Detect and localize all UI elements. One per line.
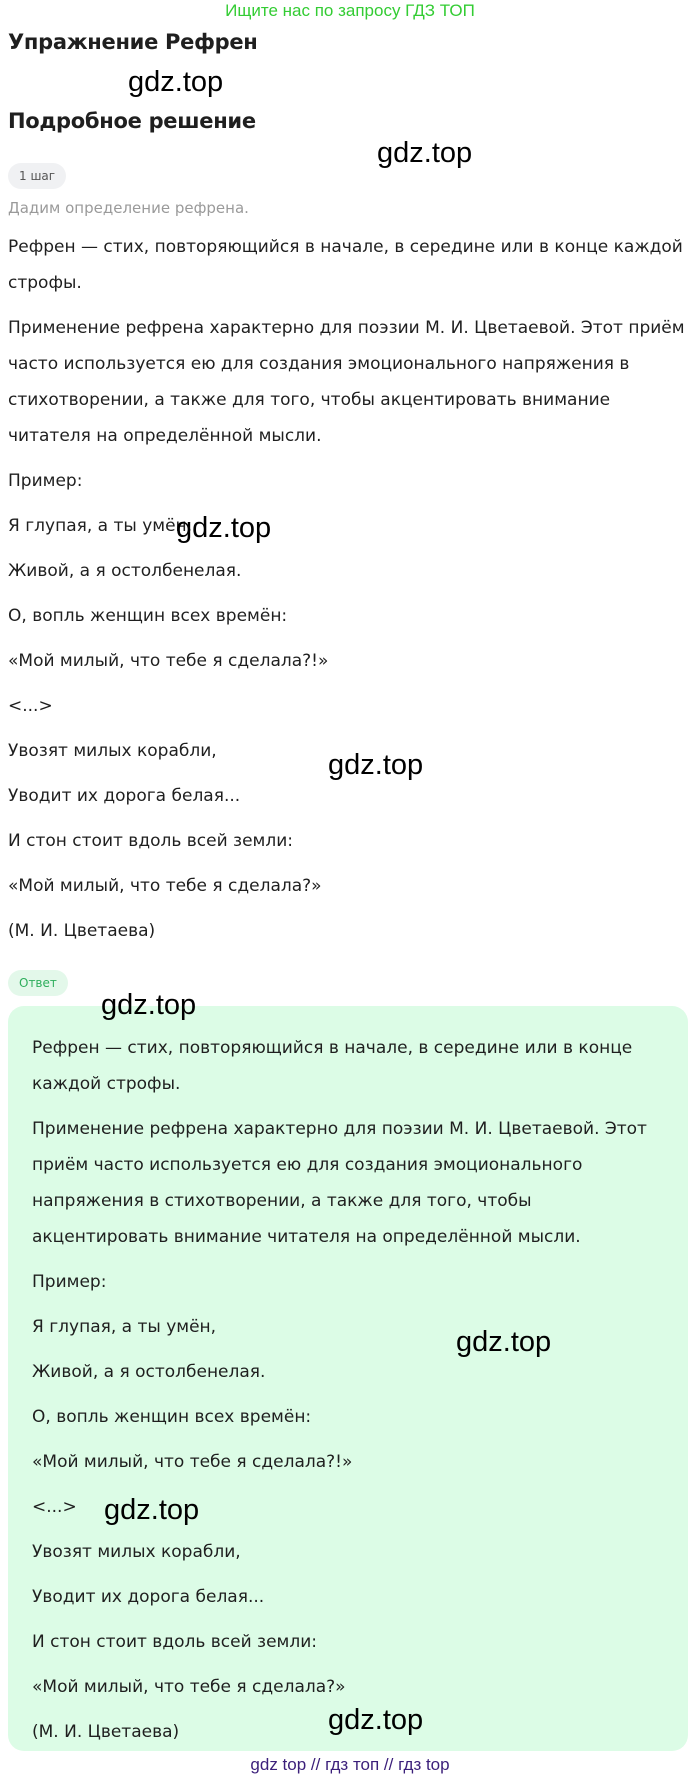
answer-paragraph: Применение рефрена характерно для поэзии М. И. Цветаевой. Этот приём часто используется ею для создания эмоционального напряжения в стихотворении, а также для того, чтобы акцентировать внимание читателя на определённой мысли.: [32, 1119, 647, 1247]
answer-poem-line: Живой, а я остолбенелая.: [32, 1362, 266, 1382]
answer-poem-line: <...>: [32, 1497, 77, 1517]
answer-badge: Ответ: [8, 970, 68, 996]
poem-line: И стон стоит вдоль всей земли:: [8, 831, 293, 851]
solution-paragraph: Применение рефрена характерно для поэзии М. И. Цветаевой. Этот приём часто используется ею для создания эмоционального напряжения в стихотворении, а также для того, чтобы акцентировать внимание читателя на определённой мысли.: [8, 318, 685, 446]
poem-line: «Мой милый, что тебе я сделала?»: [8, 876, 322, 896]
watermark: gdz.top: [328, 1704, 424, 1736]
answer-poem-author: (М. И. Цветаева): [32, 1722, 180, 1742]
answer-poem-line: Увозят милых корабли,: [32, 1542, 241, 1562]
watermark: gdz.top: [101, 989, 197, 1021]
poem-line: «Мой милый, что тебе я сделала?!»: [8, 651, 329, 671]
solution-body: [8, 229, 688, 958]
poem-line: О, вопль женщин всех времён:: [8, 606, 288, 626]
watermark: gdz.top: [456, 1326, 552, 1358]
top-banner: Ищите нас по запросу ГДЗ ТОП: [225, 1, 475, 20]
poem-line: <...>: [8, 696, 53, 716]
watermark: gdz.top: [176, 512, 272, 544]
step-hint: Дадим определение рефрена.: [8, 199, 249, 217]
answer-poem-line: «Мой милый, что тебе я сделала?»: [32, 1677, 346, 1697]
watermark: gdz.top: [328, 749, 424, 781]
watermark: gdz.top: [128, 66, 224, 98]
watermark: gdz.top: [104, 1494, 200, 1526]
answer-paragraph: Пример:: [32, 1272, 107, 1292]
poem-line: Уводит их дорога белая...: [8, 786, 241, 806]
poem-author: (М. И. Цветаева): [8, 921, 156, 941]
poem-line: Увозят милых корабли,: [8, 741, 217, 761]
poem-line: Я глупая, а ты умён,: [8, 516, 193, 536]
solution-title: Подробное решение: [8, 109, 256, 133]
step-badge: 1 шаг: [8, 163, 66, 189]
answer-poem-line: Я глупая, а ты умён,: [32, 1317, 217, 1337]
watermark: gdz.top: [377, 137, 473, 169]
answer-poem-line: О, вопль женщин всех времён:: [32, 1407, 312, 1427]
poem-line: Живой, а я остолбенелая.: [8, 561, 242, 581]
answer-poem-line: И стон стоит вдоль всей земли:: [32, 1632, 317, 1652]
answer-box: [8, 1006, 688, 1751]
answer-poem-line: Уводит их дорога белая...: [32, 1587, 265, 1607]
answer-paragraph: Рефрен — стих, повторяющийся в начале, в середине или в конце каждой строфы.: [32, 1038, 633, 1094]
answer-poem-line: «Мой милый, что тебе я сделала?!»: [32, 1452, 353, 1472]
exercise-title: Упражнение Рефрен: [8, 30, 258, 54]
solution-paragraph: Пример:: [8, 471, 83, 491]
footer-links: gdz top // гдз топ // гдз top: [250, 1755, 450, 1774]
solution-paragraph: Рефрен — стих, повторяющийся в начале, в середине или в конце каждой строфы.: [8, 237, 683, 293]
